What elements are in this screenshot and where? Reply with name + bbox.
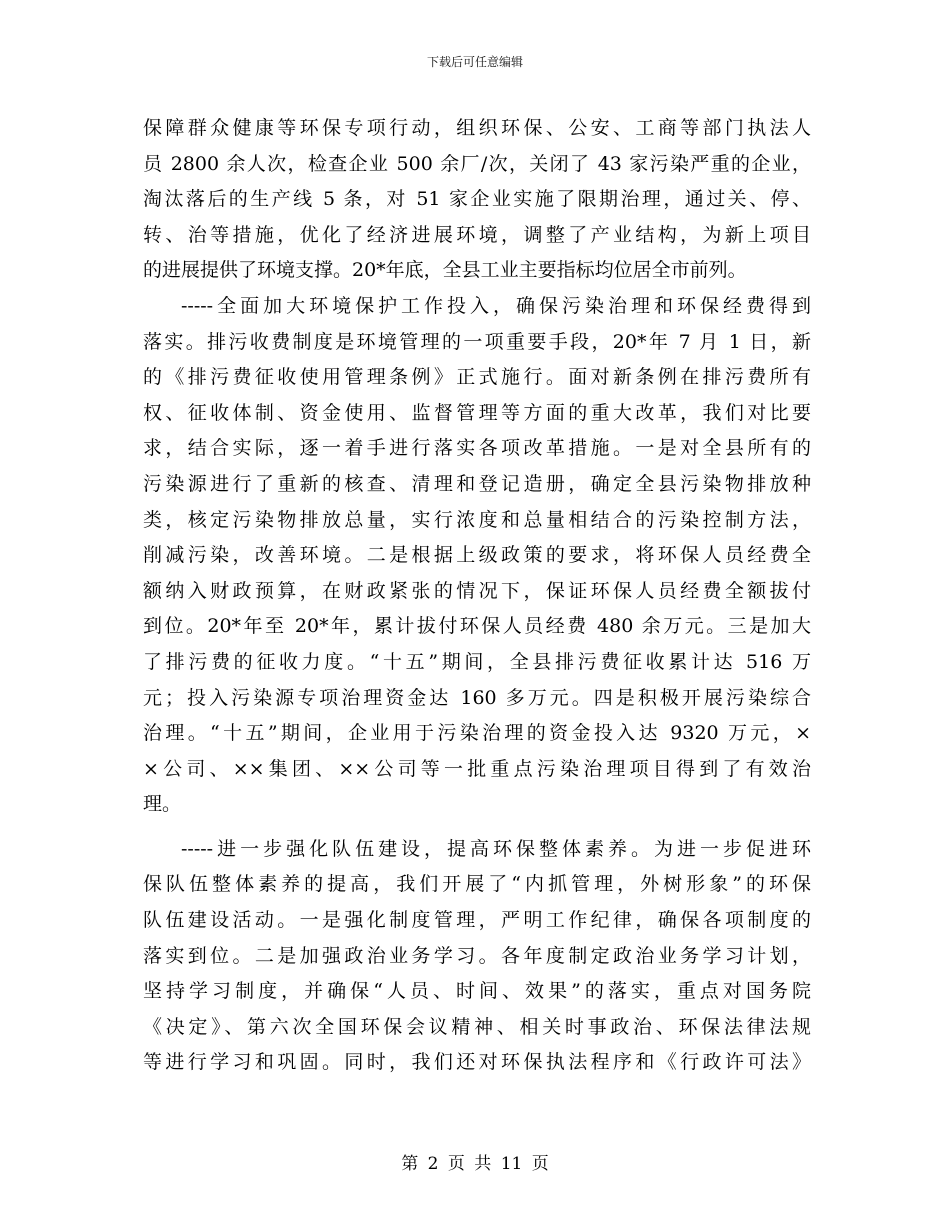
page-number-footer: 第 2 页 共 11 页 xyxy=(401,1154,549,1174)
text-line: 保障群众健康等环保专项行动，组织环保、公安、工商等部门执法人 xyxy=(143,117,811,139)
text-line: 落实。排污收费制度是环境管理的一项重要手段，20*年 7 月 1 日，新 xyxy=(143,330,811,353)
text-line: 队伍建设活动。一是强化制度管理，严明工作纪律，确保各项制度的 xyxy=(143,909,811,932)
text-line: 转、治等措施，优化了经济进展环境，调整了产业结构，为新上项目 xyxy=(143,223,811,246)
text-line: 保队伍整体素养的提高，我们开展了“内抓管理，外树形象”的环保 xyxy=(143,873,811,896)
text-line: 了排污费的征收力度。“十五”期间，全县排污费征收累计达 516 万 xyxy=(143,650,811,673)
text-line: 类，核定污染物排放总量，实行浓度和总量相结合的污染控制方法， xyxy=(143,508,811,531)
text-line: 削减污染，改善环境。二是根据上级政策的要求，将环保人员经费全 xyxy=(143,544,811,567)
text-line: 治理。“十五”期间，企业用于污染治理的资金投入达 9320 万元，× xyxy=(143,722,811,745)
text-line: 等进行学习和巩固。同时，我们还对环保执法程序和《行政许可法》 xyxy=(143,1051,811,1074)
text-line: 求，结合实际，逐一着手进行落实各项改革措施。一是对全县所有的 xyxy=(143,437,811,460)
text-line: 污染源进行了重新的核查、清理和登记造册，确定全县污染物排放种 xyxy=(143,472,811,495)
text-line: ×公司、××集团、××公司等一批重点污染治理项目得到了有效治 xyxy=(143,757,811,780)
page-header-note: 下载后可任意编辑 xyxy=(426,55,523,69)
text-line: 的进展提供了环境支撑。20*年底，全县工业主要指标均位居全市前列。 xyxy=(143,259,747,282)
text-line: -----全面加大环境保护工作投入，确保污染治理和环保经费得到 xyxy=(181,294,811,317)
text-line: 淘汰落后的生产线 5 条，对 51 家企业实施了限期治理，通过关、停、 xyxy=(143,188,811,211)
paragraph-3 xyxy=(143,832,811,1081)
text-line: 员 2800 余人次，检查企业 500 余厂/次，关闭了 43 家污染严重的企业， xyxy=(143,152,811,175)
text-line: 到位。20*年至 20*年，累计拔付环保人员经费 480 余万元。三是加大 xyxy=(143,615,811,638)
text-line: -----进一步强化队伍建设，提高环保整体素养。为进一步促进环 xyxy=(181,837,811,860)
text-line: 额纳入财政预算，在财政紧张的情况下，保证环保人员经费全额拔付 xyxy=(143,579,811,602)
text-line: 的《排污费征收使用管理条例》正式施行。面对新条例在排污费所有 xyxy=(143,366,811,389)
text-line: 落实到位。二是加强政治业务学习。各年度制定政治业务学习计划， xyxy=(143,944,811,967)
text-line: 理。 xyxy=(143,793,182,816)
paragraph-1 xyxy=(143,111,811,289)
paragraph-gap xyxy=(143,823,811,832)
text-line: 《决定》、第六次全国环保会议精神、相关时事政治、环保法律法规 xyxy=(143,1015,811,1038)
document-body xyxy=(143,111,811,1081)
text-line: 权、征收体制、资金使用、监督管理等方面的重大改革，我们对比要 xyxy=(143,401,811,424)
text-line: 坚持学习制度，并确保“人员、时间、效果”的落实，重点对国务院 xyxy=(143,980,811,1003)
text-line: 元；投入污染源专项治理资金达 160 多万元。四是积极开展污染综合 xyxy=(143,686,811,709)
paragraph-2 xyxy=(143,289,811,823)
